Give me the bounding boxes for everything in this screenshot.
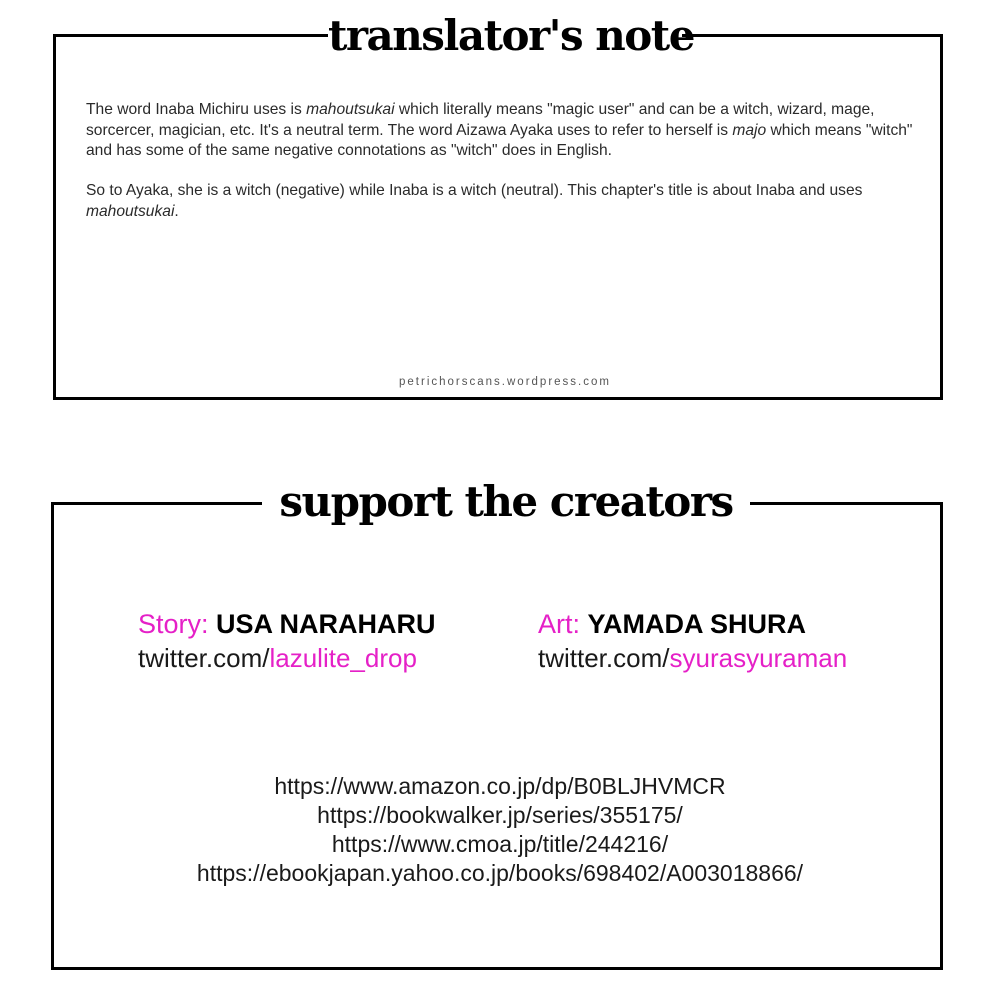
art-author-name: YAMADA SHURA xyxy=(587,609,807,639)
note-p2-italic-1: mahoutsukai xyxy=(86,202,175,220)
story-twitter-handle: lazulite_drop xyxy=(269,643,417,673)
note-p2-text-2: . xyxy=(174,202,179,220)
watermark: petrichorscans.wordpress.com xyxy=(399,376,611,388)
art-twitter-prefix: twitter.com/ xyxy=(538,643,670,673)
story-twitter-link[interactable] xyxy=(138,641,436,675)
note-p1-text-1: The word Inaba Michiru uses is xyxy=(86,101,307,118)
note-p1-italic-2: majo xyxy=(732,121,767,139)
story-author-name: USA NARAHARU xyxy=(216,609,436,639)
note-p1-text-3: which means "witch" and has some of the same negative connotations as "witch" does in English. xyxy=(86,121,913,159)
art-credit xyxy=(538,607,847,675)
art-credit-line xyxy=(538,607,847,641)
art-twitter-link[interactable] xyxy=(538,641,847,675)
note-p1-text-2: which literally means "magic user" and can be a witch, wizard, mage, sorcercer, magician, etc. It's a neutral term. The word Aizawa Ayaka uses to refer to herself is xyxy=(86,101,875,139)
store-link-bookwalker[interactable]: https://bookwalker.jp/series/355175/ xyxy=(317,802,683,828)
translators-note-title: translator's note xyxy=(328,8,682,64)
store-link-cmoa[interactable]: https://www.cmoa.jp/title/244216/ xyxy=(331,831,669,857)
translators-note-paragraph-2 xyxy=(86,181,918,222)
support-creators-title: support the creators xyxy=(262,472,750,532)
store-link-ebookjapan[interactable]: https://ebookjapan.yahoo.co.jp/books/698402/A003018866/ xyxy=(196,860,804,886)
art-role-label: Art: xyxy=(538,609,581,639)
store-links xyxy=(100,772,900,888)
translators-note-paragraph-1 xyxy=(86,100,918,162)
store-link-amazon[interactable]: https://www.amazon.co.jp/dp/B0BLJHVMCR xyxy=(274,773,726,799)
story-twitter-prefix: twitter.com/ xyxy=(138,643,270,673)
support-creators-box xyxy=(51,502,943,970)
note-p1-italic-1: mahoutsukai xyxy=(306,101,395,118)
story-credit xyxy=(138,607,436,675)
story-role-label: Story: xyxy=(138,609,209,639)
note-p2-text-1: So to Ayaka, she is a witch (negative) while Inaba is a witch (neutral). This chapter's title is about Inaba and uses xyxy=(86,182,863,199)
art-twitter-handle: syurasyuraman xyxy=(669,643,848,673)
story-credit-line xyxy=(138,607,436,641)
